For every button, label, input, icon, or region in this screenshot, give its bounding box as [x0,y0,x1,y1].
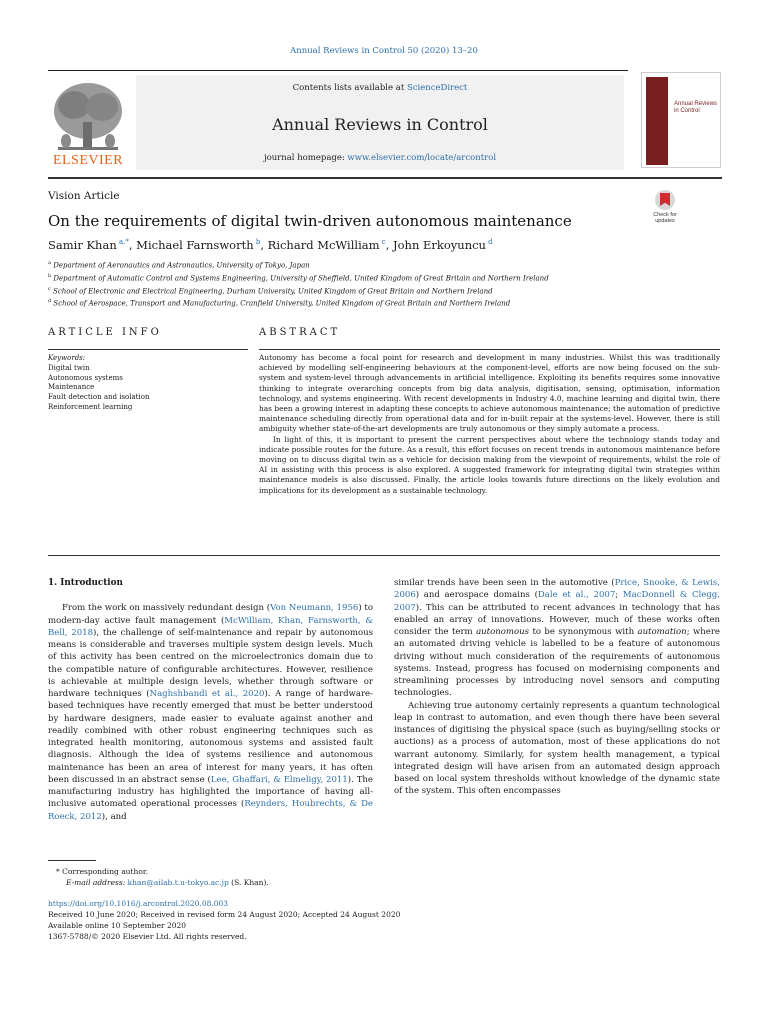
author-name[interactable]: Michael Farnsworth [136,238,254,252]
keywords-label: Keywords: [48,354,86,362]
affiliation-mark: c [48,285,51,292]
publication-info [48,898,400,942]
affiliation-item [48,284,549,297]
received-dates: Received 10 June 2020; Received in revised form 24 August 2020; Accepted 24 August 2020 [48,910,401,919]
affiliation-item [48,296,549,309]
journal-title: Annual Reviews in Control [272,115,488,134]
body-text: ; [615,590,623,601]
body-text: to be synonymous with [529,627,638,637]
article-title: On the requirements of digital twin-driven autonomous maintenance [48,212,572,230]
contents-line [136,83,624,93]
left-column [48,577,373,823]
journal-header-box [136,75,624,170]
doi-link[interactable]: https://doi.org/10.1016/j.arcontrol.2020.08.003 [48,899,229,908]
right-column [394,577,720,798]
citation-link[interactable]: Dale et al., 2007 [537,590,616,601]
cover-band [646,77,668,165]
keywords-block [48,354,149,413]
author-list [48,238,493,252]
footnote-divider [48,860,96,861]
corresponding-author-footnote [56,866,269,888]
body-text: ), and [101,811,127,822]
citation-link[interactable]: MacDonnell & Clegg, 2007 [394,590,720,613]
abstract-body [259,353,720,496]
author-name[interactable]: Samir Khan [48,238,117,252]
body-paragraph [394,577,720,700]
body-text: ; where an automated driving vehicle is labelled to be a feature of autonomous driving without much consideration of the requirements of autonomous systems. Instead, progress has focused on modernising components and streamlining processes by introducing novel sensors and computing technologies. [394,627,720,699]
footnote-mark: * [56,867,60,876]
keyword-item: Maintenance [48,383,95,392]
homepage-label: journal homepage: [263,153,348,163]
abstract-bottom-divider [48,555,720,556]
author-affiliation-mark[interactable]: d [485,238,493,247]
emphasis-text: autonomous [476,627,530,637]
citation-link[interactable]: Lee, Ghaffari, & Elmeligy, 2011 [210,774,348,785]
available-online: Available online 10 September 2020 [48,921,187,930]
affiliation-text: Department of Automatic Control and Systems Engineering, University of Sheffield, United Kingdom of Great Britain and Northern Ireland [51,274,549,283]
affiliation-item [48,258,549,271]
author-name[interactable]: Richard McWilliam [267,238,380,252]
email-label: E-mail address: [66,878,126,887]
homepage-line [136,153,624,163]
body-text: ). A range of hardware-based techniques have recently emerged that must be better understood by hardware designers, made easier to evaluate against another and readily combined with other robust engineering techniques such as integrated health monitoring, autonomous systems and assisted fault diagnosis. Although the idea of systems resilience and autonomous maintenance has been an area of interest for many years, it has often been discussed in an abstract sense ( [48,689,374,785]
journal-cover-thumbnail[interactable] [641,72,721,168]
body-text: ), the challenge of self-maintenance and repair by autonomous means is considerable and traverses multiple system design levels. Much of this activity has been centred on the microelectronics domain due to the compatible nature of configurable architectures. However, resilience is achievable at multiple design levels, whether through software or hardware techniques ( [48,627,373,699]
keyword-item: Fault detection and isolation [48,393,150,402]
body-text: From the work on massively redundant design ( [62,603,271,614]
article-info-heading: ARTICLE INFO [48,327,162,338]
affiliation-text: School of Electronic and Electrical Engineering, Durham University, United Kingdom of Great Britain and Northern Ireland [50,286,493,295]
elsevier-wordmark: ELSEVIER [52,153,124,168]
affiliation-text: School of Aerospace, Transport and Manufacturing, Cranfield University, United Kingdom of Great Britain and Northern Ireland [51,299,511,308]
citation-link[interactable]: Reynders, Houbrechts, & De Roeck, 2012 [48,799,373,822]
corresponding-label: Corresponding author. [62,867,149,876]
homepage-link[interactable]: www.elsevier.com/locate/arcontrol [347,153,497,163]
citation-link[interactable]: McWilliam, Khan, Farnsworth, & Bell, 2018 [48,615,373,638]
keyword-item: Digital twin [48,363,90,372]
body-paragraph [394,700,720,798]
contents-prefix: Contents lists available at [292,83,407,93]
body-text: Achieving true autonomy certainly represents a quantum technological leap in contrast to automation, and even though there have been several instances of digitising the physical space (such as buying/selling stocks or auctions) as a process of automation, most of these applications do not warrant autonomy. Similarly, for system health management, a typical integrated design will have arisen from an automated design approach based on local system thresholds without knowledge of the dynamic state of the system. This often encompasses [394,700,720,797]
author-separator: , [260,238,268,252]
journal-masthead [48,70,628,173]
keyword-item: Autonomous systems [48,373,123,382]
citation-link[interactable]: Naghshbandi et al., 2020 [149,689,265,699]
affiliation-mark: b [48,272,52,279]
check-for-updates-badge[interactable] [646,190,684,230]
body-text: ). The manufacturing industry has highlighted the importance of having all-inclusive automated operational processes ( [48,774,373,810]
journal-reference[interactable]: Annual Reviews in Control 50 (2020) 13–20 [290,46,478,56]
body-text: ). This can be attributed to recent advances in technology that has enabled an array of innovations. However, much of these works often consider the term [394,602,720,637]
abstract-paragraph: In light of this, it is important to present the current perspectives about where the technology stands today and indicate possible routes for the future. As a result, this effort focuses on recent trends in autonomous maintenance before moving on to discuss digital twin as a vehicle for decision making from the viewpoint of requirements, whilst the role of AI in assisting with this process is also explored. A suggested framework for integrating digital twin strategies within maintenance models is also discussed. Finally, the article looks towards future directions on the likely evolution and implications for its development as a sustainable technology. [259,434,720,495]
keyword-item: Reinforcement learning [48,402,133,411]
check-updates-label: Check for updates [653,212,677,225]
affiliation-text: Department of Aeronautics and Astronautics, University of Tokyo, Japan [50,261,310,270]
body-text: ) to modern-day active fault management ( [48,603,373,626]
body-text: similar trends have been seen in the automotive ( [394,578,615,588]
abstract-divider [259,349,720,350]
sciencedirect-link[interactable]: ScienceDirect [406,83,468,93]
affiliation-mark: d [48,298,52,305]
affiliation-list [48,258,549,309]
abstract-heading: ABSTRACT [259,327,341,338]
author-affiliation-mark[interactable]: c [379,238,386,247]
body-paragraph [48,602,373,823]
email-link[interactable]: khan@ailab.t.u-tokyo.ac.jp [127,878,229,887]
author-separator: , [385,238,393,252]
section-heading-introduction: 1. Introduction [48,578,123,588]
emphasis-text: automation [637,627,687,637]
author-name[interactable]: John Erkoyuncu [393,238,486,252]
body-text: ) and aerospace domains ( [415,590,538,601]
citation-link[interactable]: Price, Snooke, & Lewis, 2006 [394,578,720,601]
cover-title: Annual Reviews in Control [674,101,718,115]
article-type: Vision Article [48,190,120,202]
email-suffix: (S. Khan). [231,878,269,887]
author-affiliation-mark[interactable]: b [253,238,261,247]
author-affiliation-mark[interactable]: a,* [116,238,129,247]
abstract-paragraph: Autonomy has become a focal point for research and development in many industries. Whilst this was traditionally achieved by modelling self-engineering behaviours at the component-level, efforts are now being focused on the sub-system and system-level through advancements in artificial intelligence. Exploiting its benefits requires some innovative thinking to integrate overarching concepts from big data analysis, digitisation, sensing, optimisation, information technology, and systems engineering. With recent developments in Industry 4.0, machine learning and digital twin, there has been a growing interest in adapting these concepts to achieve autonomous maintenance; the automation of predictive maintenance scheduling directly from operational data and for in-built repair at the systems-level. However, there is still ambiguity whether state-of-the-art developments are truly autonomous or they simply automate a process. [259,353,720,434]
affiliation-item [48,271,549,284]
article-info-divider [48,349,248,350]
author-separator: , [128,238,137,252]
citation-link[interactable]: Von Neumann, 1956 [270,603,359,614]
header-divider [48,177,722,179]
affiliation-mark: a [48,260,51,266]
copyright-line: 1367-5788/© 2020 Elsevier Ltd. All rights reserved. [48,932,247,941]
